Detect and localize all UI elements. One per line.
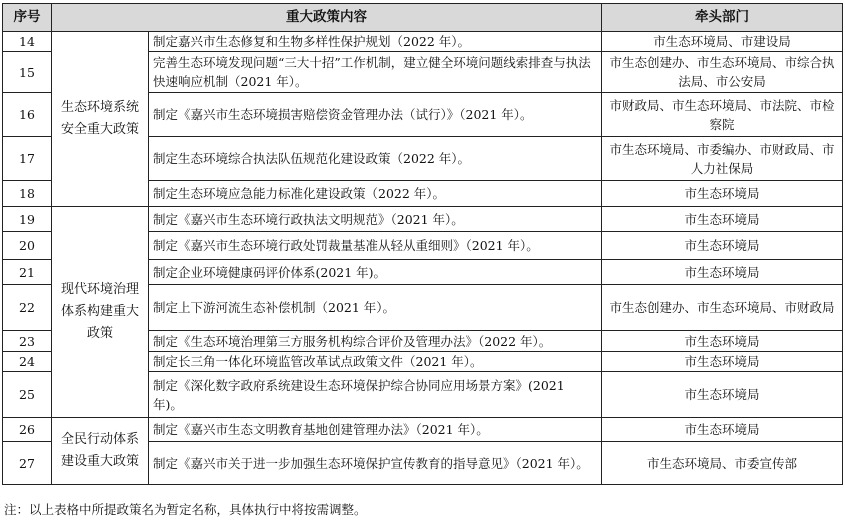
row-num: 14 (3, 32, 52, 52)
row-dept: 市生态环境局 (602, 260, 843, 285)
row-num: 27 (3, 442, 52, 485)
row-policy: 制定嘉兴市生态修复和生物多样性保护规划（2022 年）。 (149, 32, 602, 52)
row-num: 25 (3, 372, 52, 418)
row-policy: 制定《生态环境治理第三方服务机构综合评价及管理办法》（2022 年）。 (149, 331, 602, 352)
row-dept: 市生态环境局 (602, 352, 843, 372)
row-policy: 制定《嘉兴市生态环境行政执法文明规范》（2021 年）。 (149, 207, 602, 232)
row-policy: 制定《嘉兴市生态环境行政处罚裁量基准从轻从重细则》（2021 年）。 (149, 232, 602, 260)
header-num: 序号 (3, 4, 52, 32)
row-dept: 市生态环境局 (602, 372, 843, 418)
table-row (3, 207, 843, 232)
policy-table (2, 3, 843, 485)
row-num: 16 (3, 93, 52, 137)
row-dept: 市生态环境局、市委宣传部 (602, 442, 843, 485)
table-row (3, 32, 843, 52)
table-footnote: 注：以上表格中所提政策名为暂定名称，具体执行中将按需调整。 (4, 502, 367, 517)
row-num: 26 (3, 418, 52, 442)
row-policy: 制定企业环境健康码评价体系(2021 年)。 (149, 260, 602, 285)
row-num: 19 (3, 207, 52, 232)
row-num: 20 (3, 232, 52, 260)
row-num: 23 (3, 331, 52, 352)
row-dept: 市生态环境局 (602, 232, 843, 260)
category-modern-governance: 现代环境治理体系构建重大政策 (52, 207, 149, 418)
row-policy: 制定生态环境应急能力标准化建设政策（2022 年）。 (149, 181, 602, 207)
category-public-action: 全民行动体系建设重大政策 (52, 418, 149, 485)
table-header-row (3, 4, 843, 32)
row-dept: 市生态环境局 (602, 331, 843, 352)
row-dept: 市生态环境局、市建设局 (602, 32, 843, 52)
row-dept: 市生态环境局、市委编办、市财政局、市人力社保局 (602, 137, 843, 181)
row-num: 17 (3, 137, 52, 181)
row-policy: 制定生态环境综合执法队伍规范化建设政策（2022 年）。 (149, 137, 602, 181)
row-dept: 市生态环境局 (602, 181, 843, 207)
row-dept: 市财政局、市生态环境局、市法院、市检察院 (602, 93, 843, 137)
header-policy: 重大政策内容 (52, 4, 602, 32)
row-policy: 完善生态环境发现问题“三大十招”工作机制，建立健全环境问题线索排查与执法快速响应机制（2021 年）。 (149, 52, 602, 93)
row-dept: 市生态环境局 (602, 418, 843, 442)
row-policy: 制定《深化数字政府系统建设生态环境保护综合协同应用场景方案》(2021 年)。 (149, 372, 602, 418)
row-policy: 制定《嘉兴市生态环境损害赔偿资金管理办法（试行）》（2021 年）。 (149, 93, 602, 137)
row-policy: 制定《嘉兴市关于进一步加强生态环境保护宣传教育的指导意见》（2021 年）。 (149, 442, 602, 485)
row-policy: 制定长三角一体化环境监管改革试点政策文件（2021 年）。 (149, 352, 602, 372)
row-policy: 制定《嘉兴市生态文明教育基地创建管理办法》（2021 年）。 (149, 418, 602, 442)
row-dept: 市生态环境局 (602, 207, 843, 232)
table-row (3, 418, 843, 442)
row-num: 21 (3, 260, 52, 285)
row-num: 24 (3, 352, 52, 372)
row-num: 22 (3, 285, 52, 331)
category-ecosystem-security: 生态环境系统安全重大政策 (52, 32, 149, 207)
row-num: 15 (3, 52, 52, 93)
header-dept: 牵头部门 (602, 4, 843, 32)
row-dept: 市生态创建办、市生态环境局、市财政局 (602, 285, 843, 331)
row-policy: 制定上下游河流生态补偿机制（2021 年）。 (149, 285, 602, 331)
row-dept: 市生态创建办、市生态环境局、市综合执法局、市公安局 (602, 52, 843, 93)
row-num: 18 (3, 181, 52, 207)
